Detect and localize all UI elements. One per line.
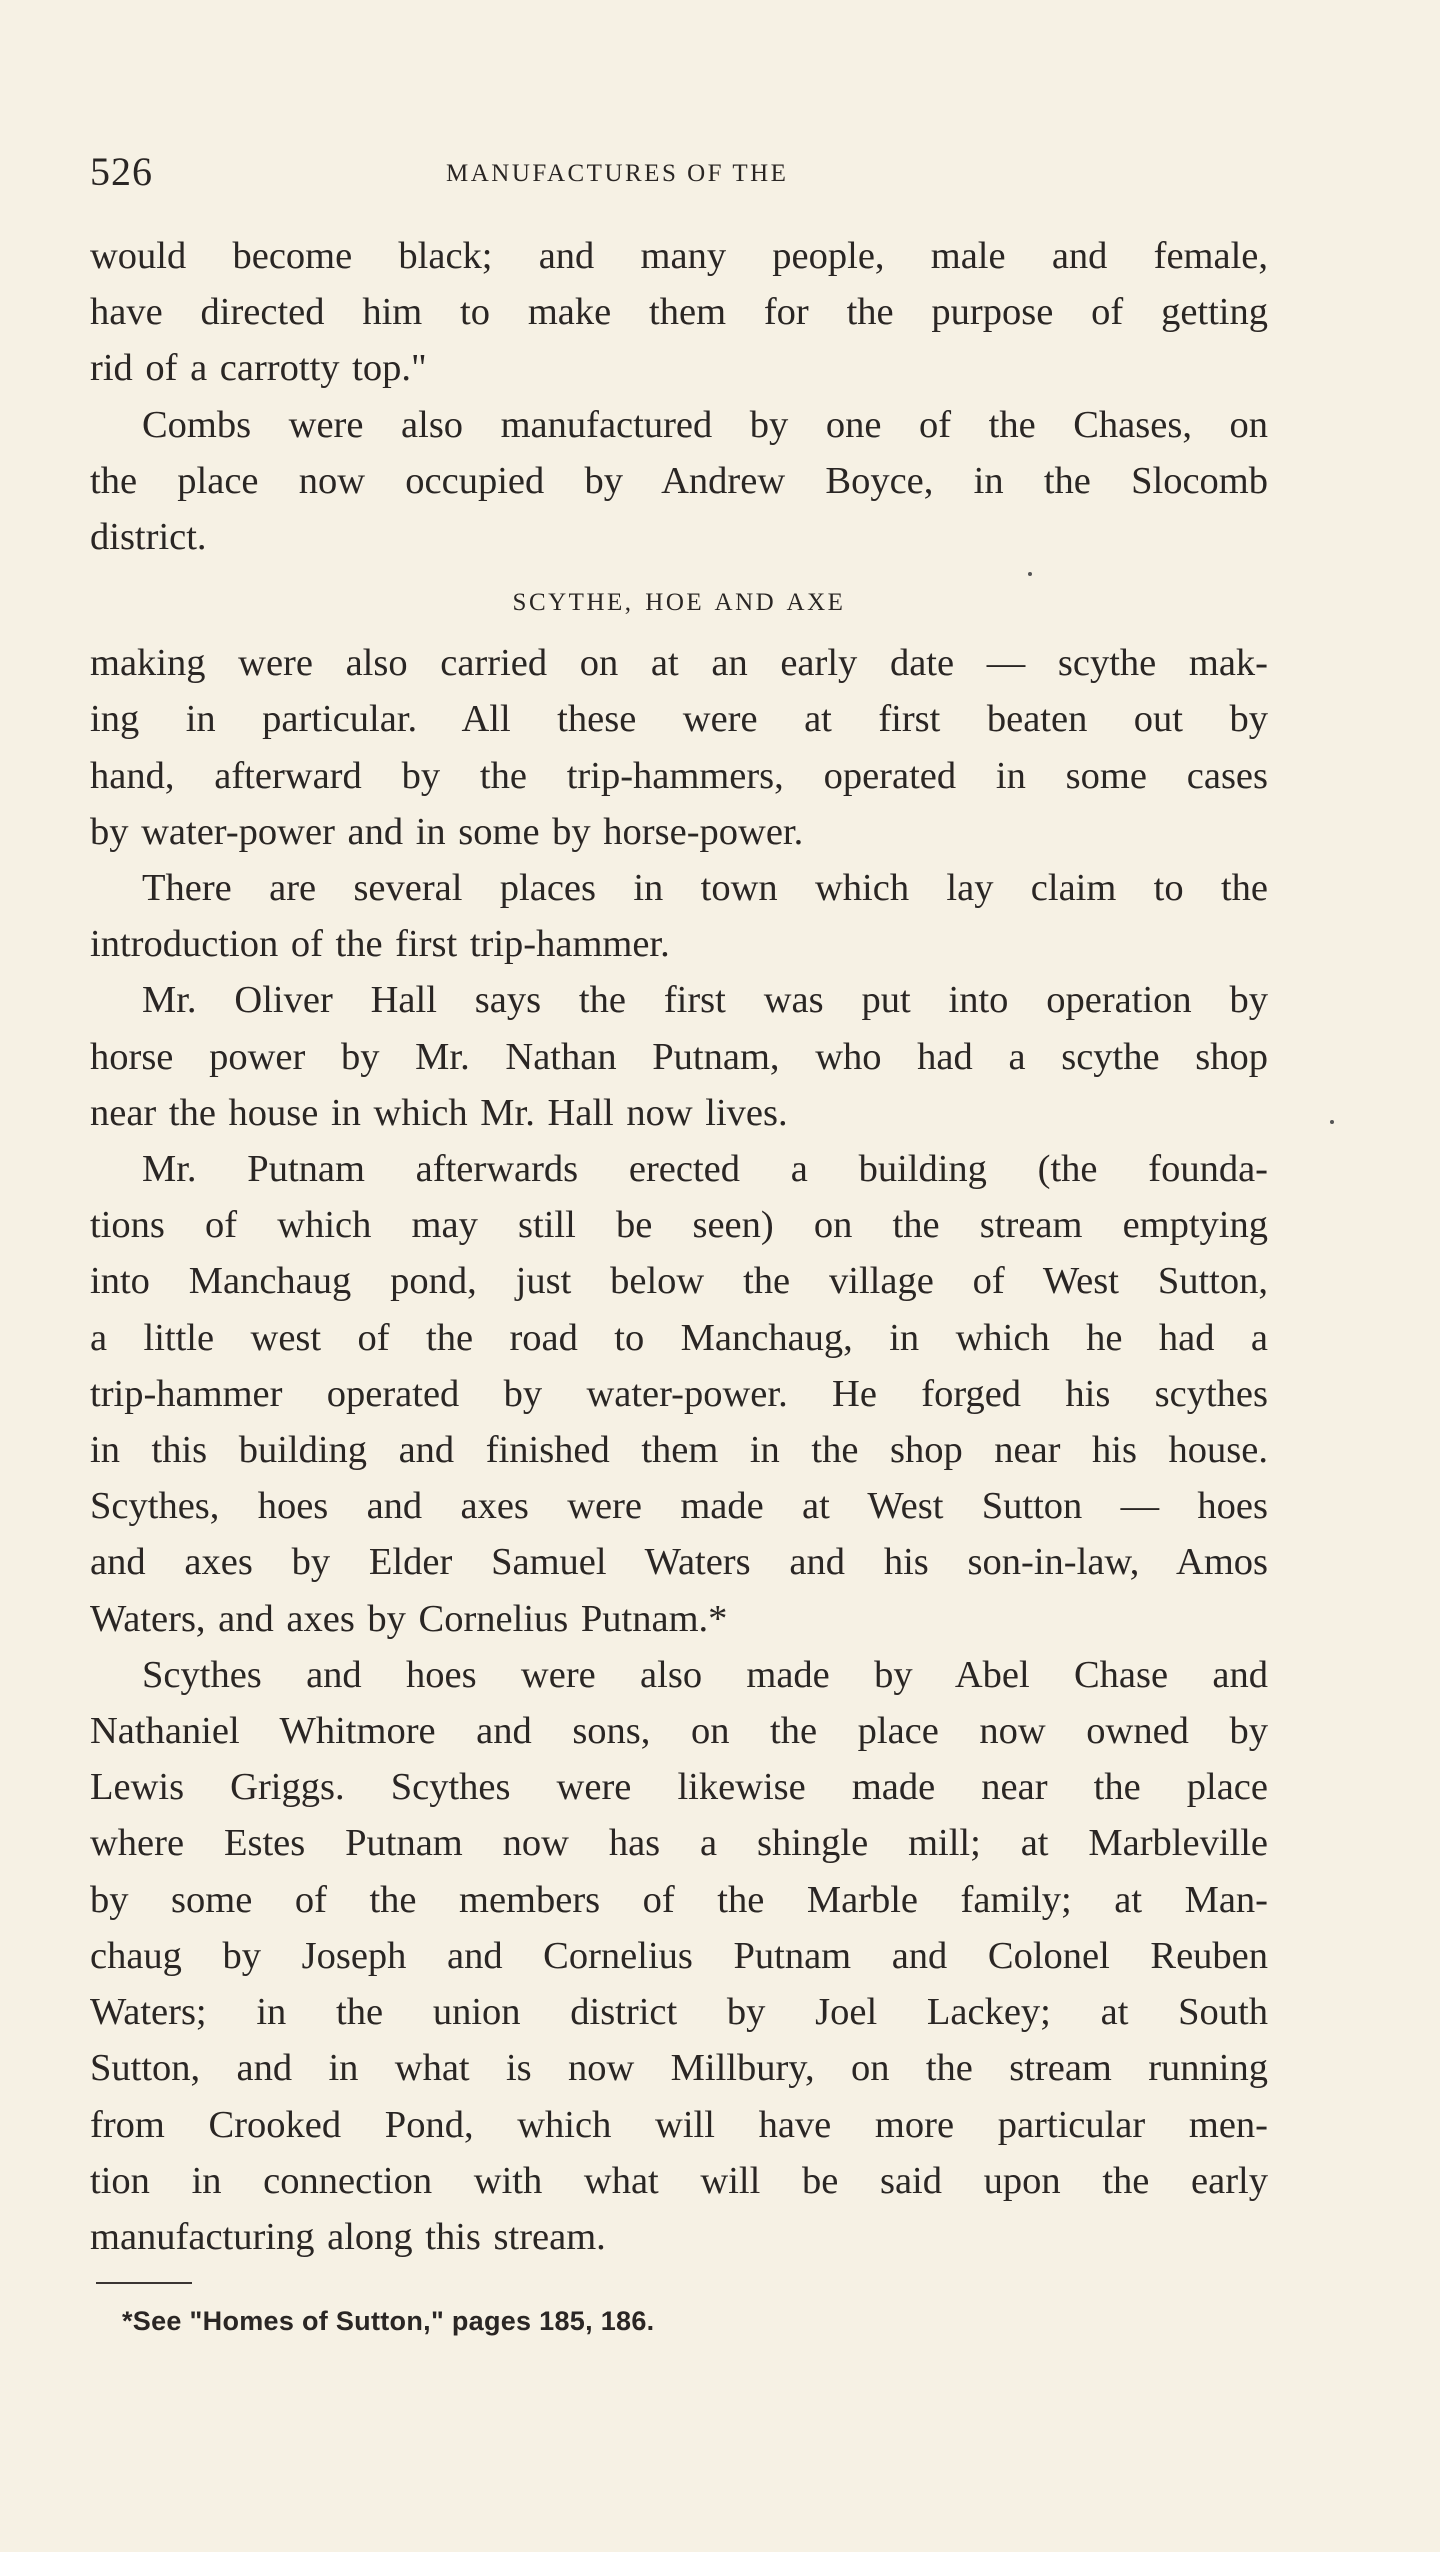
body-text — [90, 228, 1268, 2265]
text-line: manufacturing along this stream. — [90, 2215, 606, 2258]
text-line: district. — [90, 516, 207, 559]
running-head — [90, 148, 1270, 198]
text-line: tions of which may still be seen) on the stream emptying — [90, 1204, 1268, 1247]
text-line: where Estes Putnam now has a shingle mill; at Marbleville — [90, 1822, 1268, 1865]
text-line: a little west of the road to Manchaug, in which he had a — [90, 1316, 1268, 1359]
text-line: by water-power and in some by horse-power. — [90, 810, 804, 853]
footnote: *See "Homes of Sutton," pages 185, 186. — [122, 2306, 655, 2336]
text-line: Lewis Griggs. Scythes were likewise made near the place — [90, 1766, 1268, 1809]
text-line: tion in connection with what will be said upon the early — [90, 2159, 1268, 2202]
running-head-title: MANUFACTURES OF THE — [446, 160, 789, 187]
text-line: introduction of the first trip-hammer. — [90, 923, 670, 966]
text-line: trip-hammer operated by water-power. He forged his scythes — [90, 1372, 1268, 1415]
section-heading: SCYTHE, HOE AND AXE — [512, 589, 846, 617]
text-line: Mr. Putnam afterwards erected a building (the founda- — [142, 1148, 1268, 1191]
text-line: in this building and finished them in the shop near his house. — [90, 1429, 1268, 1472]
text-line: Scythes and hoes were also made by Abel Chase and — [142, 1653, 1268, 1696]
text-line: Combs were also manufactured by one of the Chases, on — [142, 403, 1268, 446]
text-line: Sutton, and in what is now Millbury, on the stream running — [90, 2047, 1268, 2090]
text-line: by some of the members of the Marble family; at Man- — [90, 1878, 1268, 1921]
text-line: ing in particular. All these were at first beaten out by — [90, 698, 1268, 741]
text-line: would become black; and many people, male and female, — [90, 235, 1268, 277]
paper-speck — [1028, 572, 1032, 576]
paper-speck — [1330, 1120, 1334, 1124]
text-line: There are several places in town which lay claim to the — [142, 867, 1268, 910]
text-line: making were also carried on at an early date — scythe mak- — [90, 642, 1268, 685]
text-line: Scythes, hoes and axes were made at West Sutton — hoes — [90, 1485, 1268, 1528]
text-line: hand, afterward by the trip-hammers, operated in some cases — [90, 754, 1268, 797]
text-line: Mr. Oliver Hall says the first was put into operation by — [142, 979, 1268, 1022]
text-line: and axes by Elder Samuel Waters and his son-in-law, Amos — [90, 1541, 1268, 1584]
text-line: near the house in which Mr. Hall now lives. — [90, 1091, 788, 1134]
text-line: the place now occupied by Andrew Boyce, in the Slocomb — [90, 459, 1268, 502]
page-number: 526 — [90, 149, 153, 194]
footnote-divider — [96, 2282, 192, 2284]
text-line: rid of a carrotty top." — [90, 347, 427, 390]
text-line: chaug by Joseph and Cornelius Putnam and Colonel Reuben — [90, 1934, 1268, 1977]
text-line: horse power by Mr. Nathan Putnam, who had a scythe shop — [90, 1035, 1268, 1078]
text-line: into Manchaug pond, just below the village of West Sutton, — [90, 1260, 1268, 1303]
text-line: from Crooked Pond, which will have more particular men- — [90, 2103, 1268, 2146]
text-line: Nathaniel Whitmore and sons, on the place now owned by — [90, 1710, 1268, 1753]
text-line: Waters; in the union district by Joel Lackey; at South — [90, 1991, 1268, 2034]
text-line: have directed him to make them for the purpose of getting — [90, 291, 1268, 334]
text-line: Waters, and axes by Cornelius Putnam.* — [90, 1597, 728, 1640]
